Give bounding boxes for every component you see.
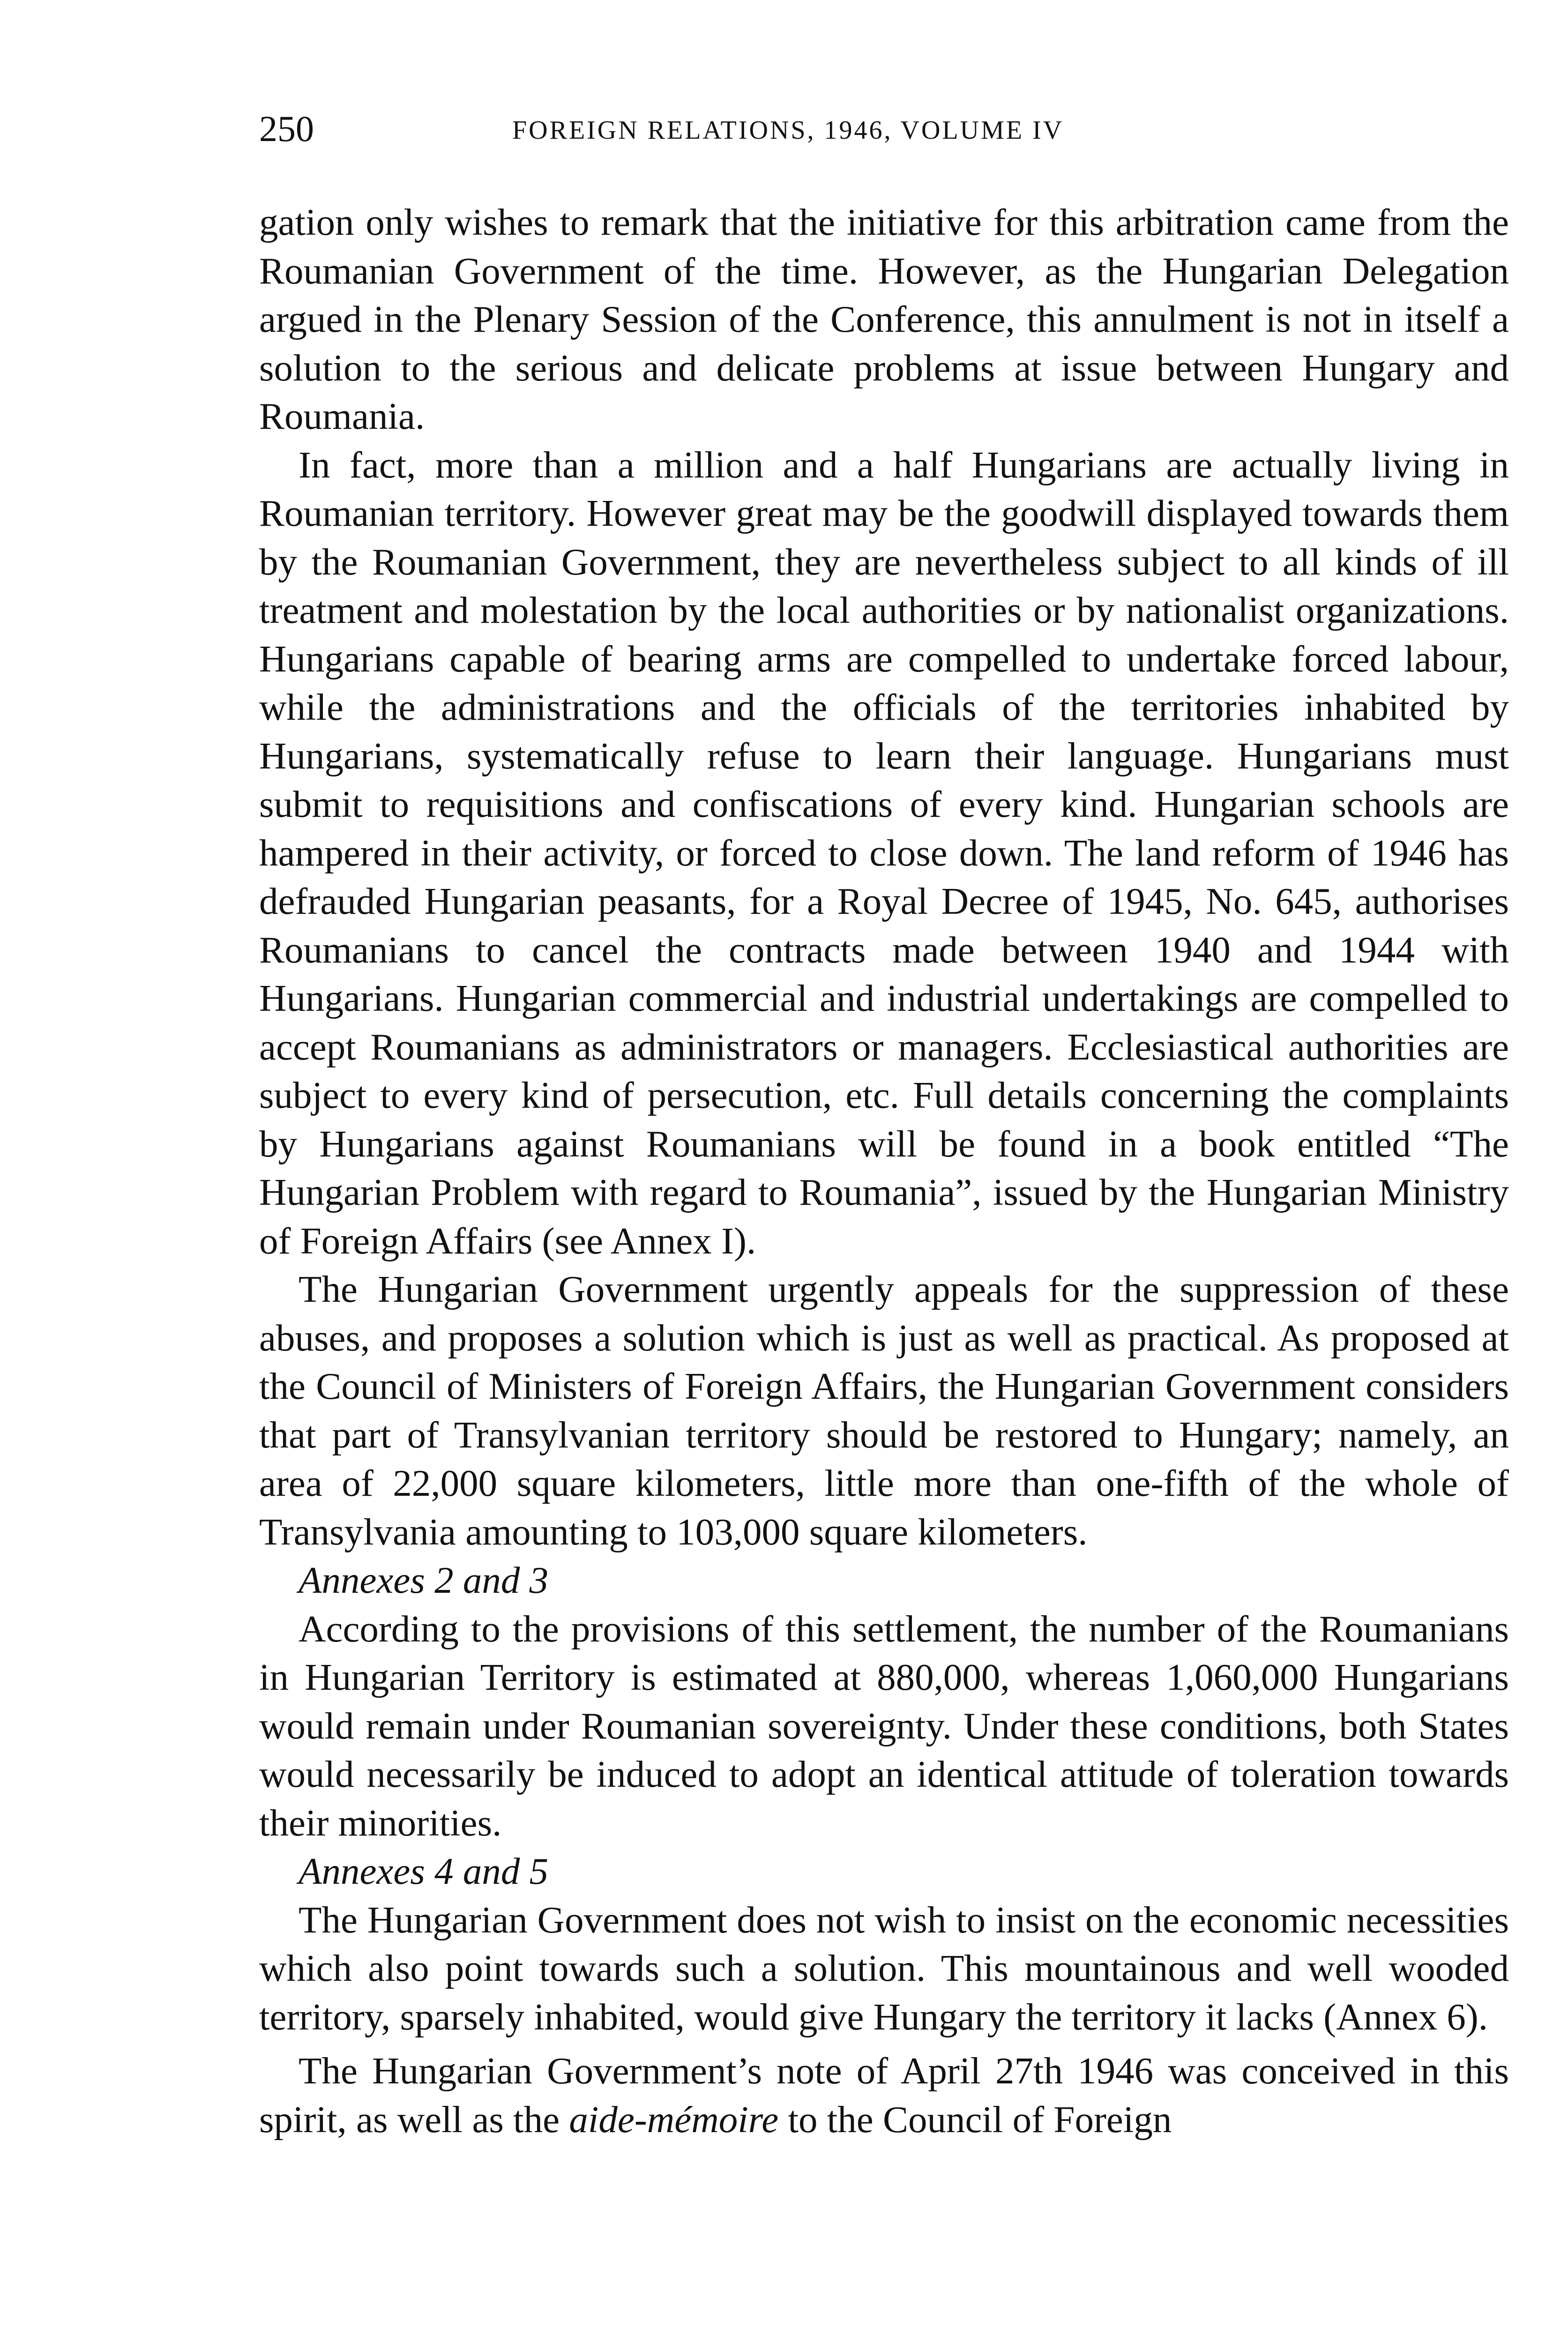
document-page [259,105,1509,2144]
italic-term: aide-mémoire [569,2098,779,2141]
annex-reference: Annexes 4 and 5 [299,1850,549,1892]
paragraph: According to the provisions of this settlement, the number of the Roumanians in Hungarian Territory is estimated at 880,000, whereas 1,060,000 Hungarians would remain under Roumanian sovereignty. Under these conditions, both States would necessarily be induced to adopt an identical attitude of toleration towards their minorities. [259,1607,1509,1844]
paragraph: The Hungarian Government urgently appeals for the suppression of these abuses, and proposes a solution which is just as well as practical. As proposed at the Council of Ministers of Foreign Affairs, the Hungarian Government considers that part of Transylvanian territory should be restored to Hungary; namely, an area of 22,000 square kilometers, little more than one-fifth of the whole of Transylvania amounting to 103,000 square kilometers. [259,1268,1509,1553]
paragraph-text: to the Council of Foreign [778,2098,1172,2141]
body-text [259,198,1509,2144]
running-head-title: FOREIGN RELATIONS, 1946, VOLUME IV [512,116,1064,145]
paragraph-text: The Hungarian Government’s note of April 27th 1946 was conceived in this spirit, as well as the [259,2050,1509,2141]
annex-reference: Annexes 2 and 3 [299,1559,549,1601]
page-number: 250 [259,108,314,149]
paragraph [259,2047,1509,2144]
paragraph: gation only wishes to remark that the initiative for this arbitration came from the Roumanian Government of the time. However, as the Hungarian Delegation argued in the Plenary Session of the Conference, this annulment is not in itself a solution to the serious and delicate problems at issue between Hungary and Roumania. [259,201,1509,437]
paragraph: The Hungarian Government does not wish to insist on the economic necessities which also point towards such a solution. This mountainous and well wooded territory, sparsely inhabited, would give Hungary the territory it lacks (Annex 6). [259,1898,1509,2038]
paragraph: In fact, more than a million and a half Hungarians are actually living in Roumanian territory. However great may be the goodwill displayed towards them by the Roumanian Government, they are nevertheless subject to all kinds of ill treatment and molestation by the local authorities or by nationalist organizations. Hungarians capable of bearing arms are compelled to undertake forced labour, while the administrations and the officials of the territories inhabited by Hungarians, systematically refuse to learn their language. Hungarians must submit to requisitions and confiscations of every kind. Hungarian schools are hampered in their activity, or forced to close down. The land reform of 1946 has defrauded Hungarian peasants, for a Royal Decree of 1945, No. 645, authorises Roumanians to cancel the contracts made between 1940 and 1944 with Hungarians. Hungarian commercial and industrial undertakings are compelled to accept Roumanians as administrators or managers. Ecclesiastical authorities are subject to every kind of persecution, etc. Full details concerning the complaints by Hungarians against Roumanians will be found in a book entitled “The Hungarian Problem with regard to Roumania”, issued by the Hungarian Ministry of Foreign Affairs (see Annex I). [259,443,1509,1262]
running-head [259,105,1509,157]
